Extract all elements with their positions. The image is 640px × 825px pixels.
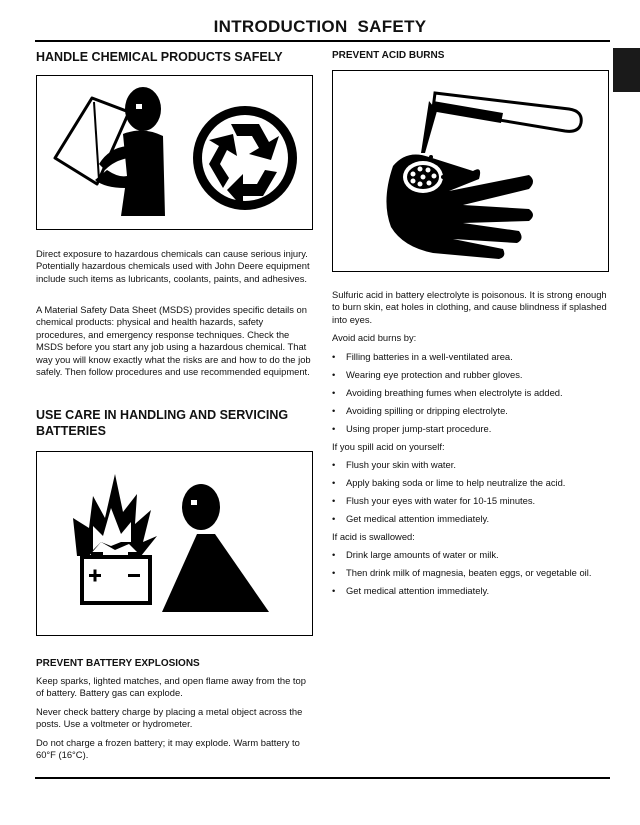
list-item: • Then drink milk of magnesia, beaten eggs, or vegetable oil. <box>332 566 592 578</box>
bottom-rule <box>35 777 610 779</box>
explosion-heading: PREVENT BATTERY EXPLOSIONS <box>36 658 200 669</box>
burned-hand-icon <box>386 154 533 259</box>
chemical-figure-svg <box>37 76 312 229</box>
avoid-label: Avoid acid burns by: <box>332 332 417 344</box>
list-item: • Flush your eyes with water for 10-15 minutes. <box>332 494 536 506</box>
acid-text-block <box>332 289 612 597</box>
chem-paragraph-2: A Material Safety Data Sheet (MSDS) provides specific details on chemical products: physical and health hazards, safety procedures, and emergency response techniques. Check the MSDS before you start any job using a hazardous chemical. That way you will know exactly what the risks are and how to do the job safely. Then follow procedures and use recommended equipment. <box>36 304 311 378</box>
battery-figure-svg <box>37 452 312 635</box>
avoid-list <box>332 351 612 435</box>
acid-intro: Sulfuric acid in battery electrolyte is poisonous. It is strong enough to burn skin, eat holes in clothing, and cause blindness if splashed into eyes. <box>332 289 607 325</box>
swallow-label: If acid is swallowed: <box>332 530 415 542</box>
chem-heading: HANDLE CHEMICAL PRODUCTS SAFELY <box>36 50 283 64</box>
list-item: • Avoiding breathing fumes when electrolyte is added. <box>332 386 563 398</box>
figure-battery-hazard <box>36 451 313 636</box>
explosion-paragraph-2: Never check battery charge by placing a metal object across the posts. Use a voltmeter or hydrometer. <box>36 706 303 730</box>
test-tube-acid-icon <box>421 93 581 153</box>
battery-explosion-icon <box>73 474 157 603</box>
spill-label: If you spill acid on yourself: <box>332 440 445 452</box>
explosion-paragraph-1: Keep sparks, lighted matches, and open flame away from the top of battery. Battery gas can explode. <box>36 675 306 699</box>
explosion-paragraph-3: Do not charge a frozen battery; it may explode. Warm battery to 60°F (16°C). <box>36 737 300 761</box>
list-item: • Wearing eye protection and rubber gloves. <box>332 368 523 380</box>
list-item: • Drink large amounts of water or milk. <box>332 548 499 560</box>
person-reading-msds-icon <box>55 87 165 216</box>
list-item: • Get medical attention immediately. <box>332 512 490 524</box>
section-thumb-tab <box>613 48 640 92</box>
list-item: • Using proper jump-start procedure. <box>332 422 492 434</box>
list-item: • Get medical attention immediately. <box>332 584 490 596</box>
acid-figure-svg <box>333 71 608 271</box>
acid-heading: PREVENT ACID BURNS <box>332 50 445 61</box>
recycle-symbol-icon <box>193 106 297 210</box>
figure-acid-burn <box>332 70 609 272</box>
chem-paragraph-1: Direct exposure to hazardous chemicals can cause serious injury. Potentially hazardous chemicals used with John Deere equipment include such items as lubricants, coolants, paints, and adhesives. <box>36 248 310 284</box>
battery-heading: USE CARE IN HANDLING AND SERVICING BATTERIES <box>36 408 289 438</box>
list-item: • Apply baking soda or lime to help neutralize the acid. <box>332 476 566 488</box>
person-silhouette-icon <box>162 484 269 612</box>
page-title-topic: SAFETY <box>357 17 427 36</box>
list-item: • Filling batteries in a well-ventilated area. <box>332 350 513 362</box>
spill-list <box>332 459 612 525</box>
page-title-section: INTRODUCTION <box>213 17 348 36</box>
page-title <box>0 17 640 37</box>
list-item: • Flush your skin with water. <box>332 458 456 470</box>
top-rule <box>35 40 610 42</box>
figure-chemical-safety <box>36 75 313 230</box>
swallow-list <box>332 549 612 597</box>
list-item: • Avoiding spilling or dripping electrolyte. <box>332 404 508 416</box>
